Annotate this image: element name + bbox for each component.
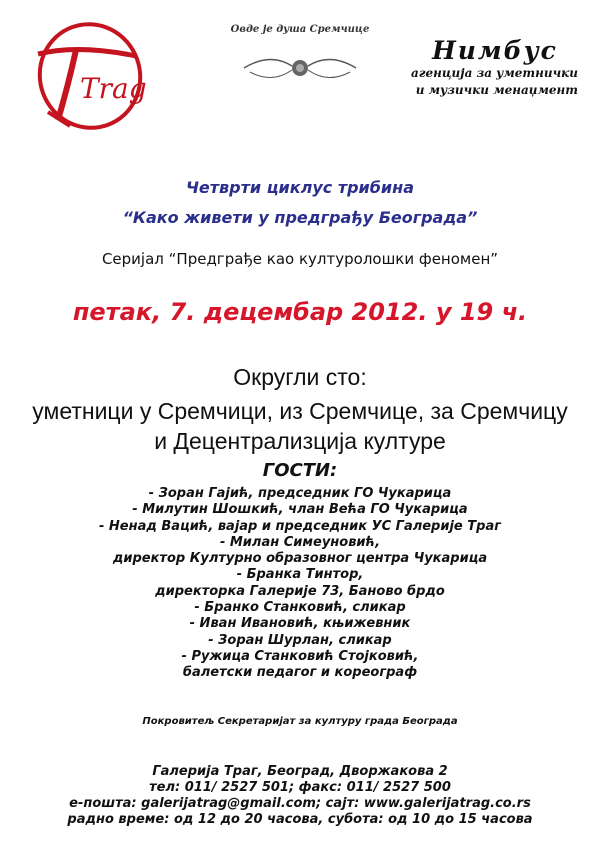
guests-heading: ГОСТИ: <box>262 460 338 481</box>
round-table-line1: Округли сто: <box>233 364 367 390</box>
footer-hours: радно време: од 12 до 20 часова, субота: од 10 до 15 часова <box>67 812 533 827</box>
guest-line: - Иван Ивановић, књижевник <box>189 616 411 632</box>
footer-contact <box>0 764 600 828</box>
guest-line: директор Културно образовног центра Чукарица <box>112 551 488 567</box>
guest-line: - Бранко Станковић, сликар <box>194 600 406 616</box>
series-title: Серијал “Предграђе као културолошки феномен” <box>101 250 499 268</box>
cycle-title: Четврти циклус трибина <box>186 178 414 197</box>
footer-web: e-пошта: galerijatrag@gmail.com; сајт: www.galerijatrag.co.rs <box>69 796 531 811</box>
ornament-icon <box>240 48 360 88</box>
guest-line: - Бранка Тинтор, <box>236 567 364 583</box>
round-table-line2: уметници у Сремчици, из Сремчице, за Сремчицу <box>32 398 568 424</box>
guest-line: - Зоран Гајић, председник ГО Чукарица <box>148 486 452 501</box>
footer-phone: тел: 011/ 2527 501; факс: 011/ 2527 500 <box>149 780 451 795</box>
agency-block <box>400 36 590 99</box>
guest-line: - Милутин Шошкић, члан Већа ГО Чукарица <box>132 502 468 518</box>
agency-line1: агенција за уметнички <box>411 66 578 80</box>
agency-name: Нимбус <box>432 36 558 65</box>
tagline: Овде је душа Сремчице <box>230 24 370 35</box>
guest-line: - Ружица Станковић Стојковић, <box>181 648 419 664</box>
theme-title: “Како живети у предграђу Београда” <box>122 208 478 227</box>
guest-line: - Милан Симеуновић, <box>219 534 381 550</box>
footer-address: Галерија Траг, Београд, Дворжакова 2 <box>152 764 448 779</box>
guest-line: - Ненад Вацић, вајар и председник УС Галерије Траг <box>98 518 502 534</box>
guest-line: балетски педагог и кореограф <box>182 665 418 681</box>
agency-line2: и музички менаџмент <box>415 83 578 97</box>
guest-line: - Зоран Шурлан, сликар <box>208 632 392 648</box>
logo-text: Trag <box>80 72 147 105</box>
event-date: петак, 7. децембар 2012. у 19 ч. <box>72 298 528 326</box>
round-table-line3: и Децентрализција културе <box>154 428 446 454</box>
sponsor-line: Покровитељ Секретаријат за културу града Београда <box>142 716 458 727</box>
guest-line: директорка Галерије 73, Баново брдо <box>155 583 445 599</box>
guests-list <box>0 486 600 682</box>
